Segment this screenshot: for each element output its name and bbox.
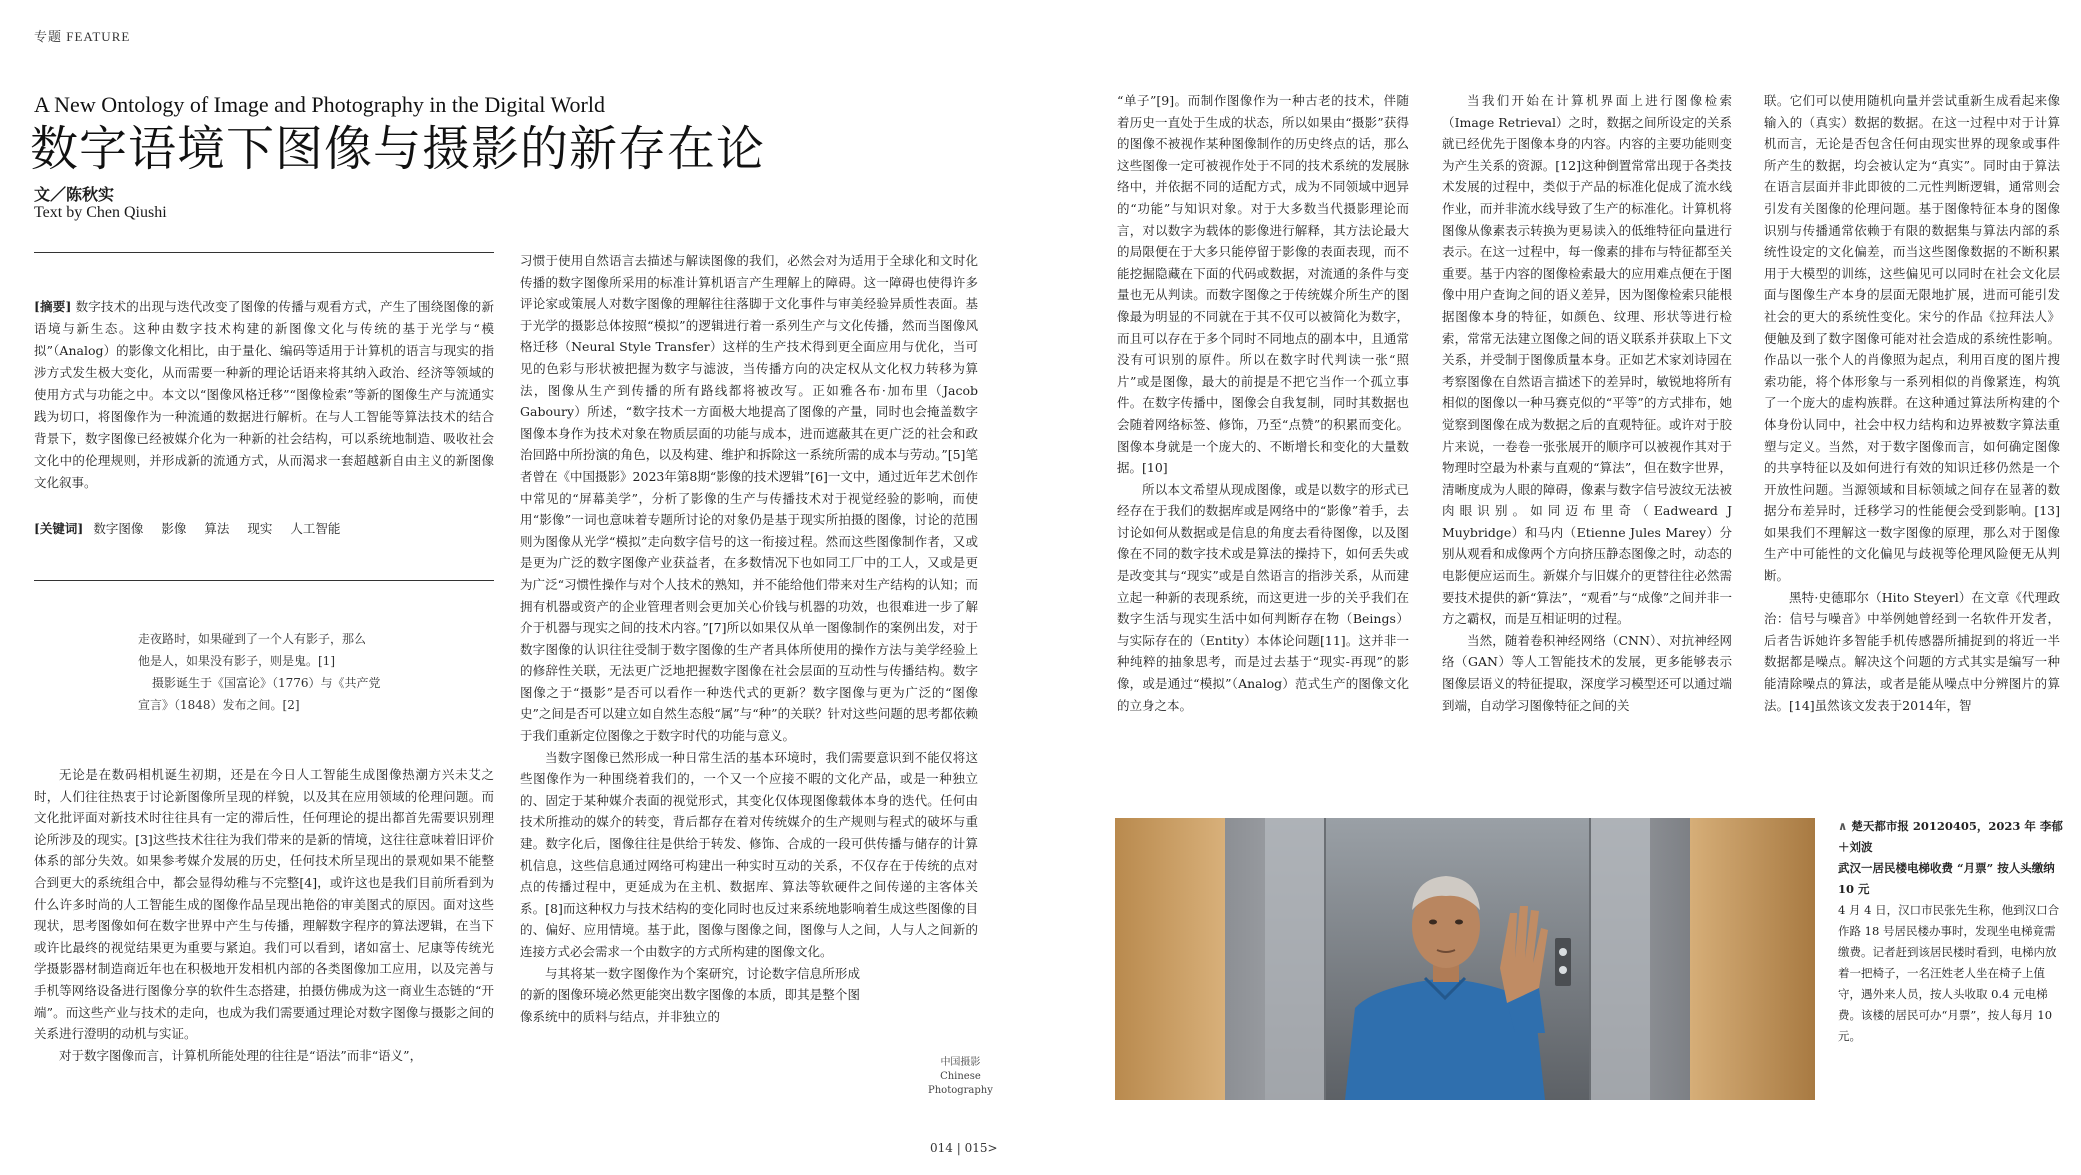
author-chinese: 文／陈秋实	[34, 185, 115, 204]
author-english: Text by Chen Qiushi	[34, 204, 167, 221]
caption-subtitle: 武汉一居民楼电梯收费 “月票” 按人头缴纳 10 元	[1838, 861, 2055, 896]
paragraph: 无论是在数码相机诞生初期，还是在今日人工智能生成图像热潮方兴未艾之时，人们往往热衷于讨论新图像所呈现的样貌，以及其在应用领域的伦理问题。而文化批评面对新技术时往往具有一定的滞后性，任何理论的提出都首先需要识别理论所涉及的现实。[3]这些技术往往为我们带来的是新的情境，这往往意味着旧评价体系的部分失效。如果参考媒介发展的历史，任何技术所呈现出的景观如果不能整合到更大的系统组合中，都会显得幼稚与不完整[4]，或许这也是我们目前所看到为什么许多时尚的人工智能生成的图像作品呈现出艳俗的审美图式的原因。面对这些现状，思考图像如何在数字世界中产生与传播，理解数字程序的算法逻辑，在当下或许比最终的视觉结果更为重要与紧迫。我们可以看到，诸如富士、尼康等传统光学摄影器材制造商近年也在积极地开发相机内部的各类图像加工应用，以及完善与手机等网络设备进行图像分享的软件生态搭建，拍摄仿佛成为这一商业生态链的“开端”。而这些产业与技术的走向，也成为我们需要通过理论对数字图像与摄影之间的关系进行澄明的动机与实证。	[34, 767, 494, 1042]
keywords-rule	[34, 580, 494, 581]
keyword-item: 人工智能	[290, 521, 341, 536]
wall-right	[1690, 818, 1815, 1100]
body-column-3	[1117, 90, 1409, 716]
body-column-5	[1764, 90, 2060, 716]
paragraph: 当数字图像已然形成一种日常生活的基本环境时，我们需要意识到不能仅将这些图像作为一种围绕着我们的，一个又一个应接不暇的文化产品，或是一种独立的、固定于某种媒介表面的视觉形式，其变化仅体现图像载体本身的迭代。任何由技术所推动的媒介的转变，背后都存在着对传统媒介的生产规则与程式的破坏与重建。数字化后，图像往往是供给于转发、修饰、合成的一段可供传播与储存的计算机信息，这些信息通过网络可构建出一种实时互动的关系，不仅存在于传统的点对点的传播过程中，更延成为在主机、数据库、算法等软硬件之间传递的主客体关系。[8]而这种权力与技术结构的变化同时也反过来系统地影响着生成这些图像的目的、偏好、应用情境。基于此，图像与图像之间，图像与人之间，人与人之间新的连接方式必会需求一个由数字的方式所构建的图像文化。	[520, 749, 978, 959]
epigraph-line: 走夜路时，如果碰到了一个人有影子，那么	[138, 632, 367, 646]
abstract-block	[34, 296, 494, 494]
keywords-block	[34, 519, 494, 537]
body-column-1	[34, 764, 494, 1066]
epigraph-line: 摄影诞生于《国富论》（1776）与《共产党	[152, 676, 381, 690]
paragraph: 所以本文希望从现成图像，或是以数字的形式已经存在于我们的数据库或是网络中的“影像”着手，去讨论如何从数据或是信息的角度去看待图像，以及图像在不同的数字技术或是算法的操持下，如何丢失或是改变其与“现实”或是自然语言的指涉关系，从而建立起一种新的表现系统，而这更进一步的关乎我们在数字生活与现实生活中如何判断存在物（Beings）与实际存在的（Entity）本体论问题[11]。这并非一种纯粹的抽象思考，而是过去基于“现实-再现”的影像，或是通过“模拟”（Analog）范式生产的图像文化的立身之本。	[1117, 481, 1409, 713]
article-title-english: A New Ontology of Image and Photography in the Digital World	[34, 92, 605, 117]
abstract-label: [摘要]	[34, 299, 72, 314]
keyword-item: 现实	[247, 521, 273, 536]
magazine-mark-cn: 中国摄影	[940, 1057, 981, 1068]
article-title-chinese: 数字语境下图像与摄影的新存在论	[30, 121, 766, 177]
wall-left	[1115, 818, 1225, 1100]
paragraph: 当然，随着卷积神经网络（CNN）、对抗神经网络（GAN）等人工智能技术的发展，更多能够表示图像层语义的特征提取，深度学习模型还可以通过端到端，自动学习图像特征之间的关	[1442, 632, 1732, 713]
elevator-door-right	[1590, 818, 1650, 1100]
paragraph: 黑特·史德耶尔（Hito Steyerl）在文章《代理政治：信号与噪音》中举例她曾经到一名软件开发者，后者告诉她许多智能手机传感器所捕捉到的将近一半数据都是噪点。解决这个问题的方式其实是编写一种能清除噪点的算法，或者是能从噪点中分辨图片的算法。[14]虽然该文发表于2014年，智	[1764, 589, 2060, 713]
epigraph-line: 宣言》（1848）发布之间。[2]	[138, 698, 300, 712]
magazine-mark-en1: Chinese	[940, 1071, 981, 1082]
elevator-door-left	[1265, 818, 1325, 1100]
paragraph: 习惯于使用自然语言去描述与解读图像的我们，必然会对为适用于全球化和文时化传播的数字图像所采用的标准计算机语言产生理解上的障碍。这一障碍也使得许多评论家或策展人对数字图像的理解往往落脚于文化事件与审美经验异质性表面。基于光学的摄影总体按照“模拟”的逻辑进行着一系列生产与文化传播，然而当图像风格迁移（Neural Style Transfer）这样的生产技术得到更全面应用与优化，当可见的色彩与形状被把握为数字与滤波，当传播方向的决定权从文化权力转移为算法，图像从生产到传播的所有路线都将被改写。正如雅各布·加布里（Jacob Gaboury）所述，“数字技术一方面极大地提高了图像的产量，同时也会掩盖数字图像本身作为技术对象在物质层面的功能与成本，进而遮蔽其在更广泛的社会和政治回路中所扮演的角色，以及构建、维护和拆除这一系统所需的成本与劳动。”[5]笔者曾在《中国摄影》2023年第8期“影像的技术逻辑”[6]一文中，通过近年艺术创作中常见的“屏幕美学”，分析了影像的生产与传播技术对于视觉经验的影响，而使用“影像”一词也意味着专题所讨论的对象仍是基于现实所拍摄的图像，讨论的范围则为图像从光学“模拟”走向数字信号的这一衔接过程。然而这些图像制作者，又或是更为广泛的数字图像产业获益者，在多数情况下也如同工厂中的工人，又或是更为广泛“习惯性操作与对个人技术的熟知，并不能给他们带来对生产结构的认知；而拥有机器或资产的企业管理者则会更加关心价钱与机器的功效，也很难进一步了解介于机器与现实之间的技术内容。”[7]所以如果仅从单一图像制作的案例出发，对于数字图像的认识往往受制于数字图像的生产者具体所使用的操作方法与美学经验上的修辞性关联，无法更广泛地把握数字图像在社会层面的互动性与传播结构。数字图像之于“摄影”是否可以看作一种迭代式的更新？数字图像与更为广泛的“图像史”之间是否可以建立如自然生态般“属”与“种”的关联？针对这些问题的思考都依赖于我们重新定位图像之于数字时代的功能与意义。	[520, 253, 978, 744]
epigraph-line: 他是人，如果没有影子，则是鬼。[1]	[138, 654, 335, 668]
keyword-item: 数字图像	[93, 521, 144, 536]
paragraph: “单子”[9]。而制作图像作为一种古老的技术，伴随着历史一直处于生成的状态，所以如果由“摄影”获得的图像不被视作某种图像制作的历史终点的话，那么这些图像一定可被视作处于不同的技术系统的发展脉络中，并依据不同的适配方式，成为不同领域中迥异的“功能”与知识对象。对于大多数当代摄影理论而言，对以数字为载体的影像进行解释，其方法论最大的局限便在于大多只能停留于影像的表面表现，而不能挖掘隐藏在下面的代码或数据，对流通的条件与变量也无从判读。而数字图像之于传统媒介所生产的图像最为明显的不同就在于其不仅可以被简化为数字，而且可以存在于多个同时不同地点的副本中，且通常没有可识别的原件。所以在数字时代判读一张“照片”或是图像，最大的前提是不把它当作一个孤立事件。在数字传播中，图像会自我复制，同时其数据也会随着网络标签、修饰，乃至“点赞”的积累而变化。图像本身就是一个庞大的、不断增长和变化的大量数据。[10]	[1117, 93, 1409, 476]
paragraph: 联。它们可以使用随机向量并尝试重新生成看起来像输入的（真实）数据的数据。在这一过程中对于计算机而言，无论是否包含任何由现实世界的现象或事件所产生的数据，均会被认定为“真实”。同时由于算法在语言层面并非此即彼的二元性判断逻辑，通常则会引发有关图像的伦理问题。基于图像特征本身的图像识别与传播通常依赖于有限的数据集与算法内部的系统性设定的文化偏差，而当这些图像数据的不断积累用于大模型的训练，这些偏见可以同时在社会文化层面与图像生产本身的层面无限地扩展，进而可能引发社会的更大的系统性变化。宋兮的作品《拉拜法人》便触及到了数字图像可能对社会造成的系统性影响。作品以一张个人的肖像照为起点，利用百度的图片搜索功能，将个体形象与一系列相似的肖像紧连，构筑了一个庞大的虚构族群。在这种通过算法所构建的个体身份认同中，社会中权力结构和边界被数字算法重塑与定义。当然，对于数字图像而言，如何确定图像的共享特征以及如何进行有效的知识迁移仍然是一个开放性问题。当源领域和目标领域之间存在显著的数据分布差异时，迁移学习的性能便会受到影响。[13]如果我们不理解这一数字图像的原理，那么对于图像生产中可能性的文化偏见与歧视等伦理风险便无从判断。	[1764, 93, 2060, 584]
epigraph	[138, 628, 426, 716]
magazine-mark	[928, 1056, 993, 1098]
body-column-2	[520, 250, 978, 1027]
caption-arrow-icon: ∧	[1838, 819, 1848, 833]
section-header: 专题 FEATURE	[34, 29, 131, 44]
top-rule	[34, 252, 494, 253]
paragraph: 当我们开始在计算机界面上进行图像检索（Image Retrieval）之时，数据之间所设定的关系就已经优先于图像本身的内容。内容的主要功能则变为产生关系的资源。[12]这种倒置常常出现于各类技术发展的过程中，类似于产品的标准化促成了流水线作业，而并非流水线导致了生产的标准化。计算机将图像从像素表示转换为更易读入的低维特征向量进行表示。在这一过程中，每一像素的排布与特征都至关重要。基于内容的图像检索最大的应用难点便在于图像中用户查询之间的语义差异，因为图像检索只能根据图像本身的特征，如颜色、纹理、形状等进行检索，常常无法建立图像之间的语义联系并获取上下文关系，并受制于图像质量本身。正如艺术家刘诗园在考察图像在自然语言描述下的差异时，敏锐地将所有相似的图像以一种马赛克似的“平等”的方式排布，她觉察到图像在成为数据之后的直观特征。或许对于胶片来说，一卷卷一张张展开的顺序可以被视作其对于物理时空最为朴素与直观的“算法”，但在数字世界，清晰度成为人眼的障碍，像素与数字信号波纹无法被肉眼识别。如同迈布里奇（Eadweard J Muybridge）和马内（Etienne Jules Marey）分别从观看和成像两个方向挤压静态图像之时，动态的电影便应运而生。新媒介与旧媒介的更替往往必然需要技术提供的新“算法”，“观看”与“成像”之间并非一方之霸权，而是互相证明的过程。	[1442, 93, 1732, 627]
caption-title	[1838, 816, 2066, 858]
abstract-text: 数字技术的出现与迭代改变了图像的传播与观看方式，产生了围绕图像的新语境与新生态。这种由数字技术构建的新图像文化与传统的基于光学与“模拟”（Analog）的影像文化相比，由于量化、编码等适用于计算机的语言与现实的指涉方式发生极大变化，从而需要一种新的理论话语来将其纳入政治、经济等领域的使用方式与功能之中。本文以“图像风格迁移”“图像检索”等新的图像生产与流通实践为切口，将图像作为一种流通的数据进行解析。在与人工智能等算法技术的结合背景下，数字图像已经被媒介化为一种新的社会结构，可以系统地制造、吸收社会文化中的伦理规则，并形成新的流通方式，从而渴求一套超越新自由主义的新图像文化叙事。	[34, 299, 494, 490]
caption-body: 4 月 4 日，汉口市民张先生称，他到汉口合作路 18 号居民楼办事时，发现坐电梯竟需缴费。记者赶到该居民楼时看到，电梯内放着一把椅子，一名汪姓老人坐在椅子上值守，遇外来人员，按人头收取 0.4 元电梯费。该楼的居民可办“月票”，按人每月 10 元。	[1838, 903, 2060, 1043]
paragraph: 与其将某一数字图像作为个案研究，讨论数字信息所形成的新的图像环境必然更能突出数字图像的本质，即其是整个图像系统中的质料与结点，并非独立的	[520, 965, 860, 1024]
page-numbers: 014 | 015>	[930, 1141, 998, 1155]
keywords-label: [关键词]	[34, 521, 84, 536]
body-column-4	[1442, 90, 1732, 716]
magazine-mark-en2: Photography	[928, 1085, 993, 1096]
elevator-photo-illustration	[1115, 818, 1815, 1100]
elevator-photo	[1115, 818, 1815, 1100]
elevator-button-panel	[1555, 938, 1571, 986]
keyword-item: 算法	[204, 521, 230, 536]
paragraph: 对于数字图像而言，计算机所能处理的往往是“语法”而非“语义”，	[59, 1047, 423, 1063]
photo-caption	[1838, 816, 2066, 1047]
caption-title-text: 楚天都市报 20120405，2023 年 李郁＋刘波	[1838, 819, 2063, 854]
keyword-item: 影像	[161, 521, 187, 536]
